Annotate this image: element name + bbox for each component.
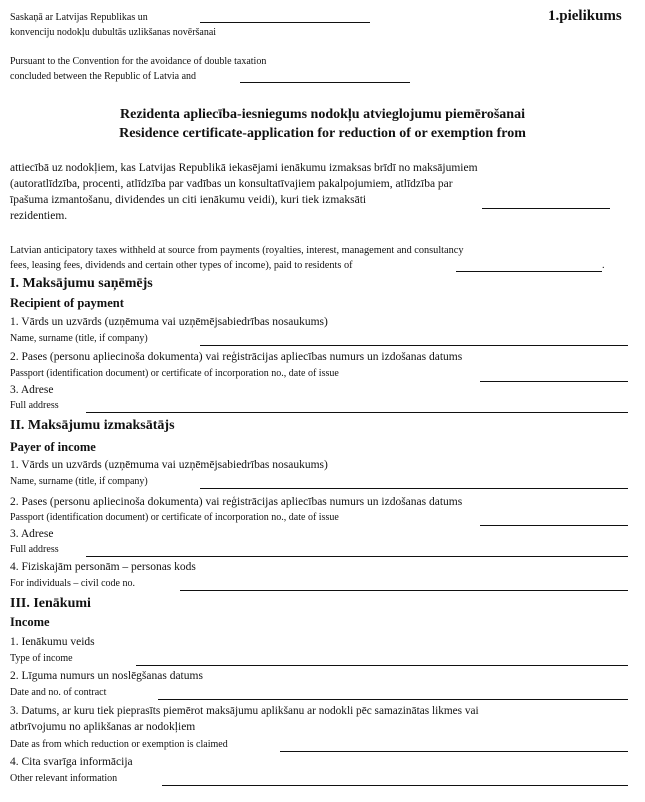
section3-subheading: Income [10, 615, 50, 629]
s1-f3-lv: 3. Adrese [10, 384, 54, 396]
s3-f4-lv: 4. Cita svarīga informācija [10, 756, 133, 768]
s3-income-type-field[interactable] [136, 665, 628, 666]
s3-f4-en: Other relevant information [10, 773, 118, 784]
section3-heading: III. Ienākumi [10, 596, 91, 611]
s2-f1-en: Name, surname (title, if company) [10, 476, 148, 487]
title-lv: Rezidenta apliecība-iesniegums nodokļu atvieglojumu piemērošanai [120, 107, 525, 122]
s2-name-field[interactable] [200, 488, 628, 489]
convention-country-blank-lv[interactable] [200, 22, 370, 23]
intro-en-line2: fees, leasing fees, dividends and certain other types of income), paid to residents of [10, 260, 353, 271]
residents-country-blank-lv[interactable] [482, 208, 610, 209]
header-lv-line1: Saskaņā ar Latvijas Republikas un [10, 12, 148, 23]
annex-label: 1.pielikums [548, 8, 622, 24]
s2-f3-en: Full address [10, 544, 59, 555]
s1-name-field[interactable] [200, 345, 628, 346]
s1-f2-lv: 2. Pases (personu apliecinoša dokumenta) vai reģistrācijas apliecības numurs un izdošanas datums [10, 351, 463, 363]
intro-lv-line1: attiecībā uz nodokļiem, kas Latvijas Republikā iekasējami ienākumu izmaksas brīdī no maksājumiem [10, 162, 478, 174]
s2-passport-field[interactable] [480, 525, 628, 526]
s3-f2-en: Date and no. of contract [10, 687, 107, 698]
intro-en-line1: Latvian anticipatory taxes withheld at source from payments (royalties, interest, management and consultancy [10, 245, 464, 256]
intro-lv-line3: īpašuma izmantošanu, dividendes un citi ienākumu veidi), kuri tiek izmaksāti [10, 194, 367, 206]
s3-other-info-field[interactable] [162, 785, 628, 786]
s3-f1-lv: 1. Ienākumu veids [10, 636, 95, 648]
s1-f1-en: Name, surname (title, if company) [10, 333, 148, 344]
section1-subheading: Recipient of payment [10, 296, 124, 310]
s2-f3-lv: 3. Adrese [10, 528, 54, 540]
s1-address-field[interactable] [86, 412, 628, 413]
s2-address-field[interactable] [86, 556, 628, 557]
section2-heading: II. Maksājumu izmaksātājs [10, 418, 175, 433]
s3-f2-lv: 2. Līguma numurs un noslēgšanas datums [10, 670, 203, 682]
s1-f2-en: Passport (identification document) or certificate of incorporation no., date of issue [10, 368, 339, 379]
s3-contract-field[interactable] [158, 699, 628, 700]
s2-f1-lv: 1. Vārds un uzvārds (uzņēmuma vai uzņēmējsabiedrības nosaukums) [10, 459, 328, 471]
intro-lv-line2: (autoratlīdzība, procenti, atlīdzība par vadības un konsultatīvajiem pakalpojumiem, atlīdzība par [10, 178, 453, 190]
s3-date-field[interactable] [280, 751, 628, 752]
s2-civil-code-field[interactable] [180, 590, 628, 591]
s3-f3-en: Date as from which reduction or exemption is claimed [10, 739, 228, 750]
header-en-line2: concluded between the Republic of Latvia and [10, 71, 197, 82]
section1-heading: I. Maksājumu saņēmējs [10, 276, 153, 291]
s2-f4-en: For individuals – civil code no. [10, 578, 135, 589]
convention-country-blank-en[interactable] [240, 82, 410, 83]
s1-f3-en: Full address [10, 400, 59, 411]
intro-lv-line4: rezidentiem. [10, 210, 68, 222]
s2-f2-en: Passport (identification document) or certificate of incorporation no., date of issue [10, 512, 339, 523]
header-en-line1: Pursuant to the Convention for the avoidance of double taxation [10, 56, 267, 67]
s3-f1-en: Type of income [10, 653, 73, 664]
s1-passport-field[interactable] [480, 381, 628, 382]
s3-f3-lv-line2: atbrīvojumu no aplikšanas ar nodokļiem [10, 721, 196, 733]
s2-f4-lv: 4. Fiziskajām personām – personas kods [10, 561, 196, 573]
section2-subheading: Payer of income [10, 440, 96, 454]
s3-f3-lv-line1: 3. Datums, ar kuru tiek pieprasīts piemērot maksājumu aplikšanu ar nodokli pēc samazinātas likmes vai [10, 705, 479, 717]
title-en: Residence certificate-application for reduction of or exemption from [119, 126, 526, 141]
residents-country-blank-en[interactable] [456, 271, 602, 272]
header-lv-line2: konvenciju nodokļu dubultās uzlikšanas novēršanai [10, 27, 217, 38]
s2-f2-lv: 2. Pases (personu apliecinoša dokumenta) vai reģistrācijas apliecības numurs un izdošanas datums [10, 496, 463, 508]
intro-en-period: . [602, 260, 605, 271]
s1-f1-lv: 1. Vārds un uzvārds (uzņēmuma vai uzņēmējsabiedrības nosaukums) [10, 316, 328, 328]
